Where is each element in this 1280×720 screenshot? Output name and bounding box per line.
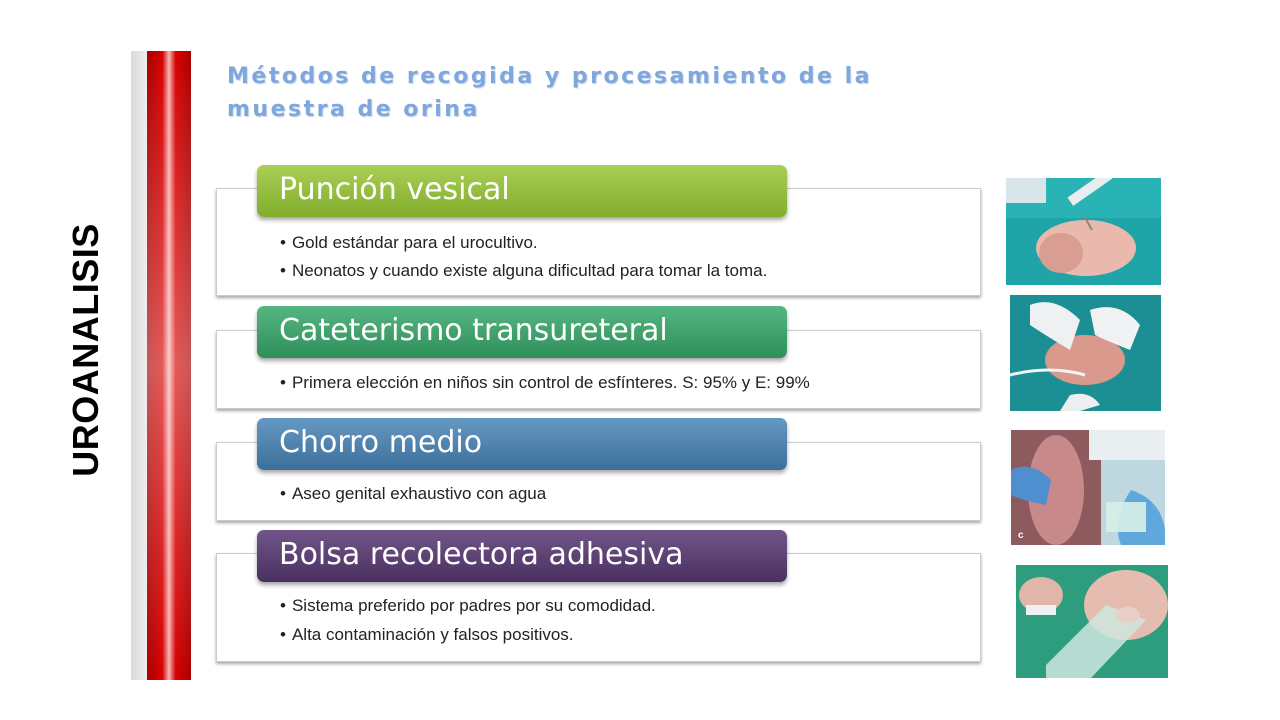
bullet-puncion-1: • Gold estándar para el urocultivo. — [280, 233, 538, 253]
red-decorative-bar — [147, 51, 191, 680]
bullet-bolsa-2: • Alta contaminación y falsos positivos. — [280, 625, 574, 645]
side-label-container — [36, 223, 136, 477]
method-title-chorro: Chorro medio — [257, 418, 787, 470]
bullet-puncion-2: • Neonatos y cuando existe alguna dificultad para tomar la toma. — [280, 261, 767, 281]
method-title-cateterismo: Cateterismo transureteral — [257, 306, 787, 358]
bullet-bolsa-1: • Sistema preferido por padres por su comodidad. — [280, 596, 656, 616]
grey-strip — [131, 51, 147, 680]
slide-title: Métodos de recogida y procesamiento de la muestra de orina — [227, 64, 873, 122]
bullet-cateterismo-1: • Primera elección en niños sin control de esfínteres. S: 95% y E: 99% — [280, 373, 810, 393]
method-title-puncion: Punción vesical — [257, 165, 787, 217]
side-label: UROANALISIS — [65, 223, 107, 477]
photo-puncion-vesical — [1006, 178, 1161, 285]
photo-letter-label: c — [1018, 530, 1024, 541]
photo-chorro-medio — [1011, 430, 1165, 545]
method-title-bolsa: Bolsa recolectora adhesiva — [257, 530, 787, 582]
photo-bolsa-recolectora — [1016, 565, 1168, 678]
photo-cateterismo — [1010, 295, 1161, 411]
bullet-chorro-1: • Aseo genital exhaustivo con agua — [280, 484, 546, 504]
